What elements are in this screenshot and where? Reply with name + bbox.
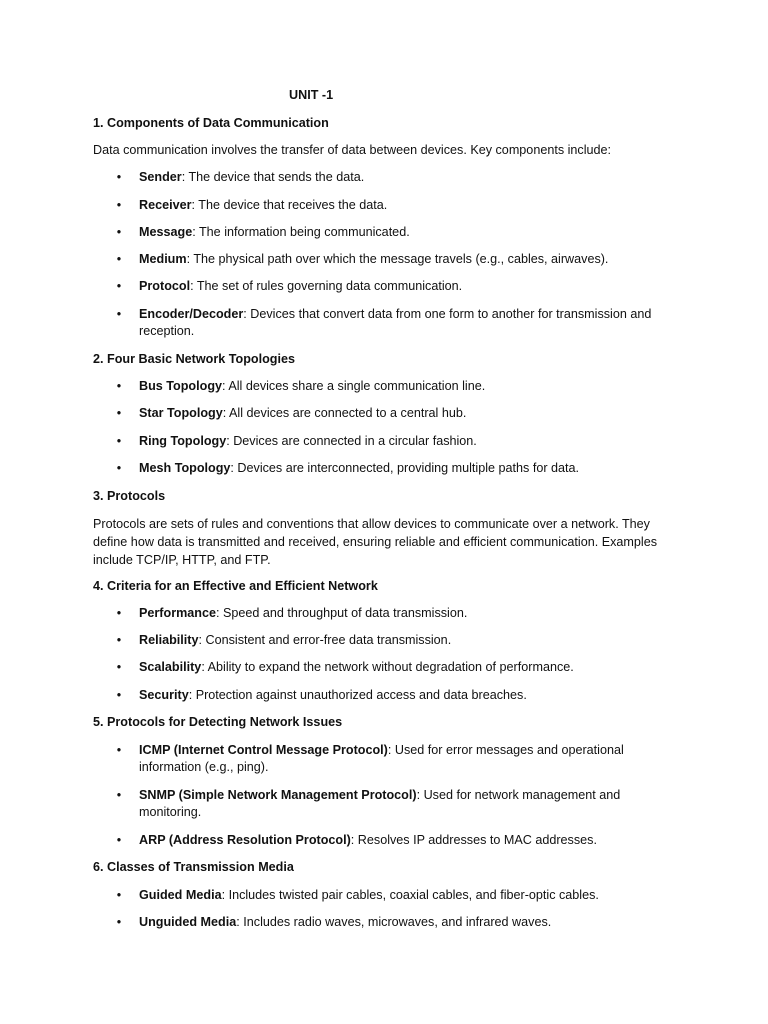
item-term: Security <box>139 688 189 702</box>
item-term: Ring Topology <box>139 434 227 448</box>
bullet-icon: • <box>116 888 122 902</box>
bullet-icon: • <box>116 434 122 448</box>
item-term: Message <box>139 225 193 239</box>
list-item <box>114 197 684 214</box>
item-desc: : Includes radio waves, microwaves, and infrared waves. <box>236 915 552 929</box>
bullet-icon: • <box>116 279 122 293</box>
item-desc: : Resolves IP addresses to MAC addresses. <box>350 833 597 847</box>
section-heading-detecting-issues: 5. Protocols for Detecting Network Issues <box>93 715 343 729</box>
item-desc: : Speed and throughput of data transmission. <box>216 606 468 620</box>
list-item <box>114 224 684 241</box>
bullet-icon: • <box>116 225 122 239</box>
item-term: Performance <box>139 606 216 620</box>
section-intro-components: Data communication involves the transfer of data between devices. Key components include: <box>93 143 612 157</box>
item-term: Reliability <box>139 633 199 647</box>
item-term: Medium <box>139 252 187 266</box>
bullet-icon: • <box>116 379 122 393</box>
bullet-icon: • <box>116 660 122 674</box>
bullet-icon: • <box>116 833 122 847</box>
section-heading-protocols: 3. Protocols <box>93 489 166 503</box>
item-desc: : The set of rules governing data communication. <box>190 279 463 293</box>
section-heading-criteria: 4. Criteria for an Effective and Efficient Network <box>93 579 378 593</box>
list-item <box>114 605 684 622</box>
item-term: Mesh Topology <box>139 461 231 475</box>
page-title: UNIT -1 <box>289 88 334 102</box>
item-desc: : Protection against unauthorized access and data breaches. <box>188 688 527 702</box>
list-item <box>114 632 684 649</box>
item-term: ICMP (Internet Control Message Protocol) <box>139 743 388 757</box>
item-desc: : Used for error messages and operational information (e.g., ping). <box>139 743 624 774</box>
bullet-icon: • <box>116 406 122 420</box>
item-desc: : The device that sends the data. <box>181 170 365 184</box>
section-body-protocols: Protocols are sets of rules and conventions that allow devices to communicate over a network. They define how data is transmitted and received, ensuring reliable and efficient communication. Examples include TCP/IP, HTTP, and FTP. <box>93 517 658 567</box>
section-heading-topologies: 2. Four Basic Network Topologies <box>93 352 295 366</box>
bullet-icon: • <box>116 606 122 620</box>
list-item <box>114 405 684 422</box>
bullet-icon: • <box>116 633 122 647</box>
item-desc: : Consistent and error-free data transmission. <box>198 633 452 647</box>
item-term: Star Topology <box>139 406 223 420</box>
list-item <box>114 460 684 477</box>
item-term: Protocol <box>139 279 191 293</box>
bullet-icon: • <box>116 252 122 266</box>
list-item <box>114 433 684 450</box>
item-term: Sender <box>139 170 182 184</box>
item-term: Encoder/Decoder <box>139 307 244 321</box>
list-item <box>114 832 684 849</box>
list-item <box>114 887 684 904</box>
list-item <box>114 378 684 395</box>
list-item <box>114 169 684 186</box>
list-item <box>114 787 684 821</box>
item-desc: : All devices share a single communication line. <box>222 379 486 393</box>
item-desc: : All devices are connected to a central hub. <box>222 406 467 420</box>
list-item <box>114 278 684 295</box>
item-desc: : Used for network management and monitoring. <box>139 788 621 819</box>
bullet-icon: • <box>116 461 122 475</box>
item-term: ARP (Address Resolution Protocol) <box>139 833 351 847</box>
item-desc: : Ability to expand the network without degradation of performance. <box>201 660 574 674</box>
list-item <box>114 659 684 676</box>
section-heading-transmission-media: 6. Classes of Transmission Media <box>93 860 294 874</box>
item-desc: : Includes twisted pair cables, coaxial cables, and fiber-optic cables. <box>221 888 599 902</box>
bullet-icon: • <box>116 743 122 757</box>
item-desc: : Devices are connected in a circular fashion. <box>226 434 477 448</box>
bullet-icon: • <box>116 688 122 702</box>
list-item <box>114 742 684 776</box>
bullet-icon: • <box>116 307 122 321</box>
list-item <box>114 251 684 268</box>
item-term: Receiver <box>139 198 192 212</box>
bullet-icon: • <box>116 170 122 184</box>
item-desc: : The device that receives the data. <box>191 198 388 212</box>
item-term: Unguided Media <box>139 915 237 929</box>
item-term: Bus Topology <box>139 379 223 393</box>
bullet-icon: • <box>116 788 122 802</box>
bullet-icon: • <box>116 198 122 212</box>
item-term: SNMP (Simple Network Management Protocol) <box>139 788 417 802</box>
bullet-icon: • <box>116 915 122 929</box>
list-item <box>114 687 684 704</box>
item-desc: : Devices that convert data from one form to another for transmission and reception. <box>139 307 652 338</box>
item-desc: : The physical path over which the message travels (e.g., cables, airwaves). <box>186 252 609 266</box>
item-term: Guided Media <box>139 888 222 902</box>
list-item <box>114 306 684 340</box>
item-desc: : The information being communicated. <box>192 225 410 239</box>
item-desc: : Devices are interconnected, providing multiple paths for data. <box>230 461 580 475</box>
list-item <box>114 914 684 931</box>
section-heading-components: 1. Components of Data Communication <box>93 116 329 130</box>
item-term: Scalability <box>139 660 202 674</box>
